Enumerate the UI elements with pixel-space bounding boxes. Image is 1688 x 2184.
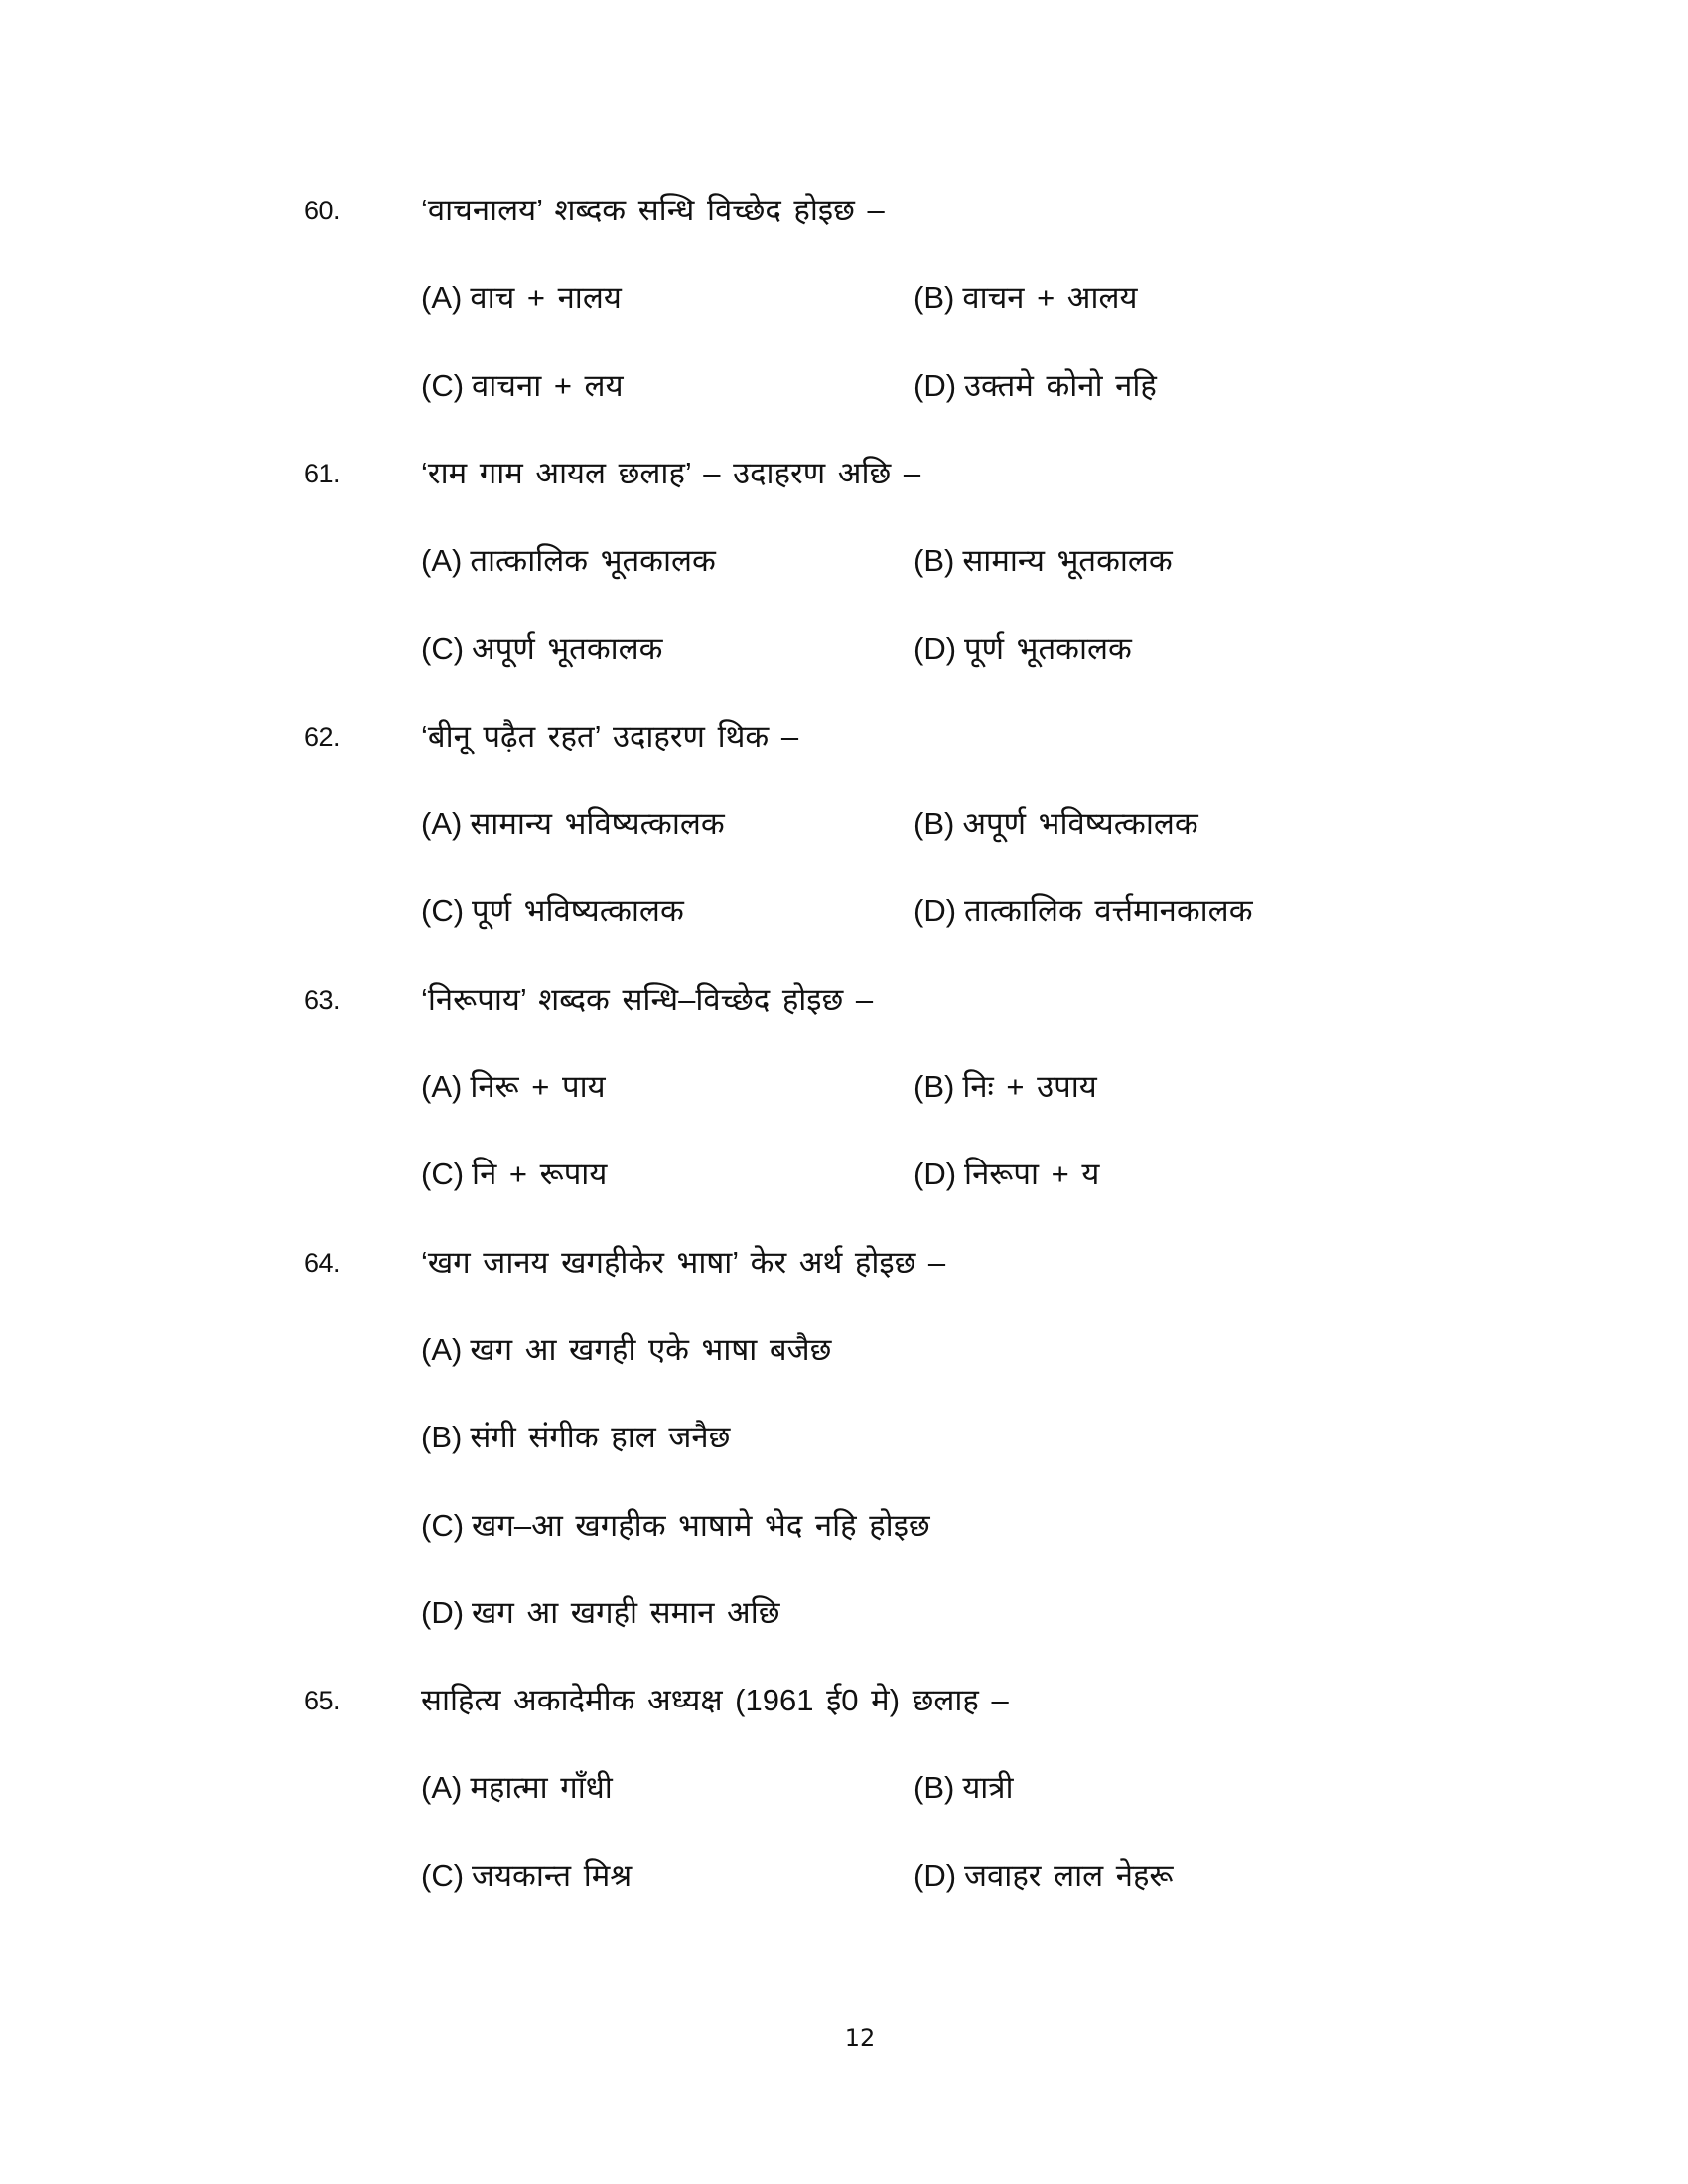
option-b	[914, 276, 1138, 320]
question-text: ‘बीनू पढ़ैत रहत’ उदाहरण थिक –	[421, 719, 799, 753]
option-text: महात्मा गाँधी	[470, 1770, 613, 1805]
option-text: निरूपा + य	[964, 1157, 1100, 1191]
option-label: (A)	[421, 543, 463, 578]
option-b	[914, 1766, 1013, 1810]
option-text: नि + रूपाय	[472, 1157, 608, 1191]
option-label: (C)	[421, 631, 465, 666]
option-label: (A)	[421, 1332, 463, 1367]
option-text: उक्तमे कोनो नहि	[964, 368, 1157, 403]
option-text: अपूर्ण भूतकालक	[472, 631, 663, 666]
question-text: ‘वाचनालय’ शब्दक सन्धि विच्छेद होइछ –	[421, 193, 885, 227]
question-number: 64.	[304, 1248, 341, 1278]
option-text: पूर्ण भविष्यत्कालक	[472, 893, 684, 928]
option-label: (C)	[421, 1858, 465, 1893]
option-d	[914, 627, 1132, 671]
question-text: साहित्य अकादेमीक अध्यक्ष (1961 ई0 मे) छलाह –	[421, 1683, 1009, 1717]
option-text: तात्कालिक वर्त्तमानकालक	[964, 893, 1253, 928]
question-number: 62.	[304, 722, 341, 751]
option-a	[421, 1328, 831, 1372]
option-c	[421, 364, 624, 408]
option-label: (C)	[421, 1157, 465, 1191]
option-c	[421, 1153, 607, 1196]
option-text: निरू + पाय	[470, 1069, 606, 1104]
option-text: जयकान्त मिश्र	[472, 1858, 633, 1893]
option-label: (D)	[914, 1858, 957, 1893]
option-a	[421, 539, 716, 583]
option-text: पूर्ण भूतकालक	[964, 631, 1132, 666]
question-number: 60.	[304, 196, 341, 225]
option-b	[421, 1416, 730, 1459]
option-label: (D)	[914, 631, 957, 666]
option-label: (D)	[421, 1595, 465, 1630]
option-label: (C)	[421, 1508, 465, 1543]
option-label: (B)	[914, 1069, 955, 1104]
option-label: (D)	[914, 1157, 957, 1191]
question-text: ‘राम गाम आयल छलाह’ – उदाहरण अछि –	[421, 456, 921, 490]
option-a	[421, 1065, 606, 1109]
option-text: यात्री	[962, 1770, 1014, 1805]
option-text: खग आ खगही एके भाषा बजैछ	[470, 1332, 832, 1367]
option-d	[914, 364, 1157, 408]
option-text: सामान्य भविष्यत्कालक	[470, 806, 725, 841]
option-text: तात्कालिक भूतकालक	[470, 543, 716, 578]
option-label: (C)	[421, 893, 465, 928]
option-label: (B)	[914, 543, 955, 578]
option-label: (B)	[421, 1420, 463, 1454]
option-c	[421, 1854, 632, 1898]
option-label: (A)	[421, 806, 463, 841]
option-text: संगी संगीक हाल जनैछ	[470, 1420, 731, 1454]
option-label: (D)	[914, 893, 957, 928]
option-c	[421, 627, 663, 671]
option-label: (C)	[421, 368, 465, 403]
option-a	[421, 802, 725, 846]
option-label: (A)	[421, 1770, 463, 1805]
question-number: 61.	[304, 459, 341, 488]
question-text: ‘खग जानय खगहीकेर भाषा’ केर अर्थ होइछ –	[421, 1245, 946, 1280]
question-number: 63.	[304, 985, 341, 1015]
question-text: ‘निरूपाय’ शब्दक सन्धि–विच्छेद होइछ –	[421, 982, 874, 1017]
option-label: (B)	[914, 806, 955, 841]
option-text: वाच + नालय	[470, 280, 622, 315]
option-text: वाचन + आलय	[962, 280, 1138, 315]
option-c	[421, 889, 684, 933]
option-d	[421, 1591, 779, 1635]
option-text: सामान्य भूतकालक	[962, 543, 1173, 578]
option-label: (A)	[421, 1069, 463, 1104]
option-d	[914, 1854, 1174, 1898]
question-number: 65.	[304, 1686, 341, 1715]
option-text: जवाहर लाल नेहरू	[964, 1858, 1174, 1893]
option-b	[914, 539, 1173, 583]
option-b	[914, 802, 1198, 846]
option-label: (B)	[914, 1770, 955, 1805]
option-text: खग–आ खगहीक भाषामे भेद नहि होइछ	[472, 1508, 930, 1543]
option-text: अपूर्ण भविष्यत्कालक	[962, 806, 1198, 841]
option-label: (B)	[914, 280, 955, 315]
option-text: निः + उपाय	[962, 1069, 1097, 1104]
option-a	[421, 1766, 613, 1810]
option-label: (D)	[914, 368, 957, 403]
option-d	[914, 889, 1253, 933]
option-a	[421, 276, 622, 320]
option-c	[421, 1504, 930, 1548]
option-d	[914, 1153, 1099, 1196]
option-label: (A)	[421, 280, 463, 315]
option-text: खग आ खगही समान अछि	[472, 1595, 780, 1630]
page-number: 12	[844, 2024, 876, 2052]
option-b	[914, 1065, 1097, 1109]
option-text: वाचना + लय	[472, 368, 624, 403]
